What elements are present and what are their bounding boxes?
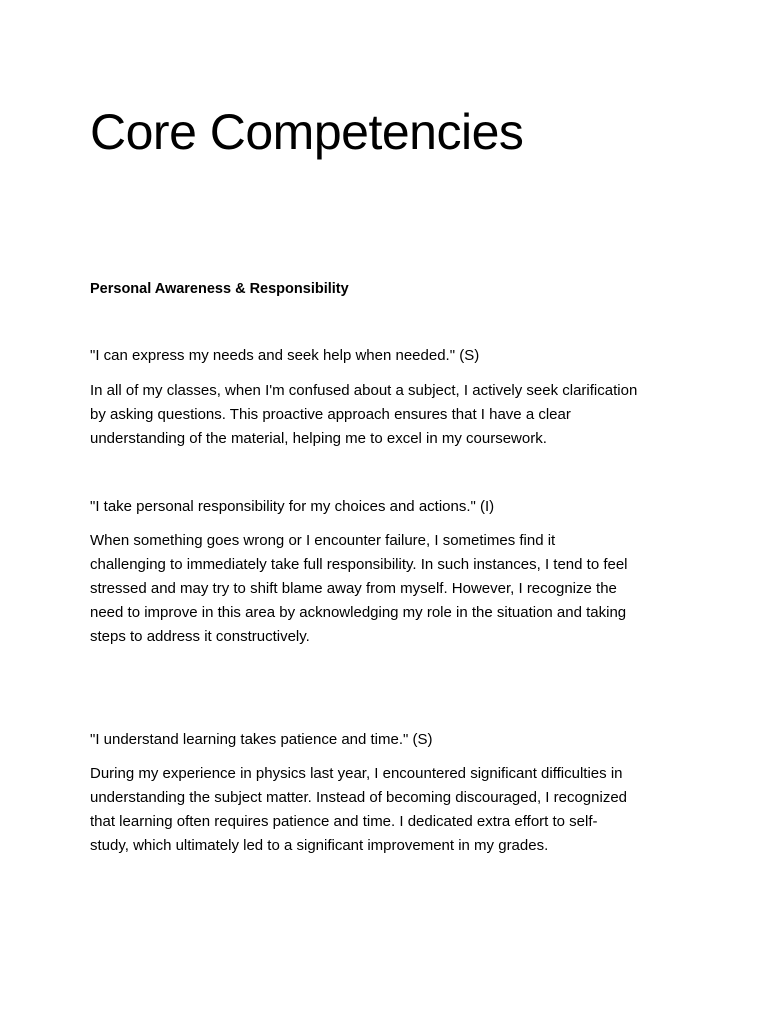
competency-statement-1: "I can express my needs and seek help when needed." (S)	[90, 347, 480, 364]
paragraph-line: stressed and may try to shift blame away from myself. However, I recognize the	[90, 580, 617, 597]
paragraph-line: by asking questions. This proactive approach ensures that I have a clear	[90, 406, 571, 423]
competency-paragraph-1	[90, 379, 680, 451]
competency-statement-3: "I understand learning takes patience and time." (S)	[90, 731, 433, 748]
paragraph-line: study, which ultimately led to a significant improvement in my grades.	[90, 837, 549, 854]
paragraph-line: During my experience in physics last year, I encountered significant difficulties in	[90, 765, 623, 782]
competency-statement-2: "I take personal responsibility for my choices and actions." (I)	[90, 498, 495, 515]
paragraph-line: that learning often requires patience and time. I dedicated extra effort to self-	[90, 813, 598, 830]
paragraph-line: understanding the subject matter. Instead of becoming discouraged, I recognized	[90, 789, 628, 806]
paragraph-line: When something goes wrong or I encounter failure, I sometimes find it	[90, 532, 556, 549]
section-heading: Personal Awareness & Responsibility	[90, 281, 349, 297]
paragraph-line: understanding of the material, helping me to excel in my coursework.	[90, 430, 547, 447]
page-title: Core Competencies	[90, 104, 524, 160]
paragraph-line: In all of my classes, when I'm confused about a subject, I actively seek clarification	[90, 382, 638, 399]
paragraph-line: steps to address it constructively.	[90, 628, 310, 645]
paragraph-line: need to improve in this area by acknowledging my role in the situation and taking	[90, 604, 627, 621]
paragraph-line: challenging to immediately take full responsibility. In such instances, I tend to feel	[90, 556, 628, 573]
competency-paragraph-3	[90, 762, 680, 858]
competency-paragraph-2	[90, 529, 680, 649]
